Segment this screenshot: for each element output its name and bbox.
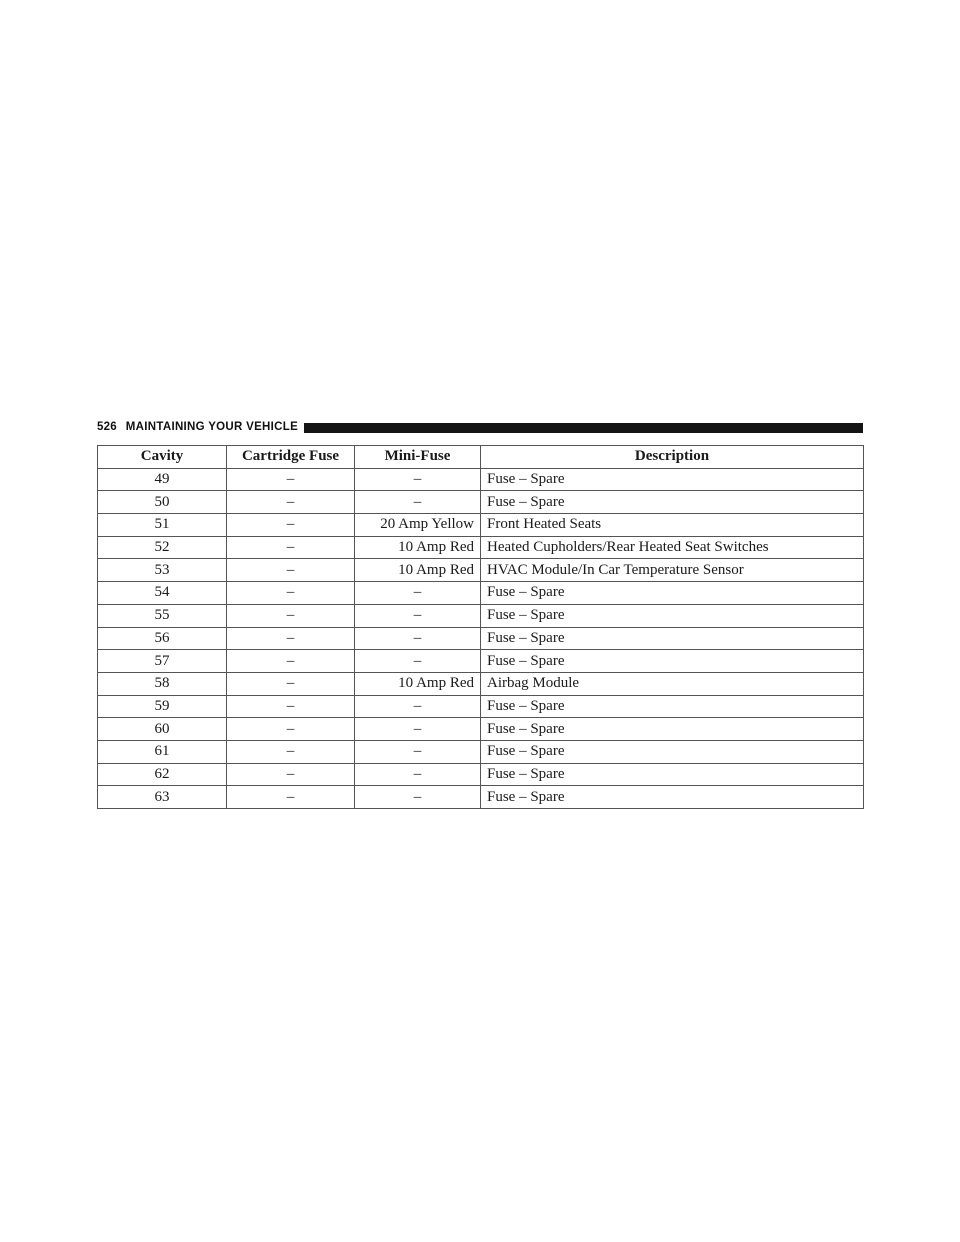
cell-mini-fuse: –	[355, 740, 481, 763]
cell-cartridge-fuse: –	[227, 650, 355, 673]
cell-cartridge-fuse: –	[227, 786, 355, 809]
cell-cavity: 51	[98, 514, 227, 537]
cell-mini-fuse: –	[355, 786, 481, 809]
cell-mini-fuse: –	[355, 468, 481, 491]
header-description: Description	[481, 446, 864, 469]
header-cavity: Cavity	[98, 446, 227, 469]
cell-description: Airbag Module	[481, 672, 864, 695]
table-body	[98, 468, 864, 808]
table-row	[98, 672, 864, 695]
cell-cavity: 55	[98, 604, 227, 627]
section-title: MAINTAINING YOUR VEHICLE	[125, 421, 299, 433]
table-row	[98, 627, 864, 650]
cell-cartridge-fuse: –	[227, 536, 355, 559]
cell-description: Fuse – Spare	[481, 491, 864, 514]
cell-description: Fuse – Spare	[481, 650, 864, 673]
table-row	[98, 491, 864, 514]
cell-mini-fuse: –	[355, 627, 481, 650]
table-row	[98, 536, 864, 559]
table-row	[98, 468, 864, 491]
header-rule	[304, 423, 863, 433]
cell-cavity: 62	[98, 763, 227, 786]
header-mini-fuse: Mini-Fuse	[355, 446, 481, 469]
cell-description: Fuse – Spare	[481, 695, 864, 718]
cell-mini-fuse: –	[355, 582, 481, 605]
cell-description: Fuse – Spare	[481, 763, 864, 786]
cell-cartridge-fuse: –	[227, 559, 355, 582]
cell-mini-fuse: –	[355, 695, 481, 718]
cell-cavity: 56	[98, 627, 227, 650]
table-row	[98, 786, 864, 809]
cell-cavity: 63	[98, 786, 227, 809]
cell-mini-fuse: 20 Amp Yellow	[355, 514, 481, 537]
table-row	[98, 718, 864, 741]
cell-cavity: 54	[98, 582, 227, 605]
cell-cartridge-fuse: –	[227, 468, 355, 491]
cell-cavity: 49	[98, 468, 227, 491]
table-header-row	[98, 446, 864, 469]
cell-cavity: 60	[98, 718, 227, 741]
cell-mini-fuse: –	[355, 491, 481, 514]
cell-cavity: 50	[98, 491, 227, 514]
page-header	[97, 418, 863, 436]
cell-mini-fuse: 10 Amp Red	[355, 559, 481, 582]
cell-description: Fuse – Spare	[481, 627, 864, 650]
cell-cartridge-fuse: –	[227, 627, 355, 650]
cell-mini-fuse: –	[355, 650, 481, 673]
cell-cavity: 58	[98, 672, 227, 695]
cell-cartridge-fuse: –	[227, 763, 355, 786]
cell-cavity: 59	[98, 695, 227, 718]
cell-mini-fuse: 10 Amp Red	[355, 536, 481, 559]
page-number: 526	[97, 421, 117, 433]
cell-cavity: 57	[98, 650, 227, 673]
cell-cartridge-fuse: –	[227, 604, 355, 627]
cell-cartridge-fuse: –	[227, 514, 355, 537]
cell-description: Fuse – Spare	[481, 468, 864, 491]
cell-description: Fuse – Spare	[481, 740, 864, 763]
table-row	[98, 604, 864, 627]
cell-cavity: 61	[98, 740, 227, 763]
cell-mini-fuse: –	[355, 763, 481, 786]
cell-cartridge-fuse: –	[227, 695, 355, 718]
cell-mini-fuse: –	[355, 604, 481, 627]
table-row	[98, 695, 864, 718]
table-row	[98, 559, 864, 582]
cell-description: Fuse – Spare	[481, 786, 864, 809]
cell-cartridge-fuse: –	[227, 672, 355, 695]
table-row	[98, 740, 864, 763]
cell-description: Fuse – Spare	[481, 718, 864, 741]
table-row	[98, 763, 864, 786]
cell-cavity: 53	[98, 559, 227, 582]
header-cartridge-fuse: Cartridge Fuse	[227, 446, 355, 469]
fuse-table	[97, 445, 864, 809]
cell-cartridge-fuse: –	[227, 582, 355, 605]
table-row	[98, 514, 864, 537]
cell-description: Fuse – Spare	[481, 604, 864, 627]
cell-cartridge-fuse: –	[227, 718, 355, 741]
cell-cavity: 52	[98, 536, 227, 559]
cell-cartridge-fuse: –	[227, 491, 355, 514]
cell-description: Fuse – Spare	[481, 582, 864, 605]
cell-mini-fuse: 10 Amp Red	[355, 672, 481, 695]
cell-description: Heated Cupholders/Rear Heated Seat Switches	[481, 536, 864, 559]
cell-mini-fuse: –	[355, 718, 481, 741]
table-row	[98, 650, 864, 673]
cell-description: HVAC Module/In Car Temperature Sensor	[481, 559, 864, 582]
cell-description: Front Heated Seats	[481, 514, 864, 537]
table-row	[98, 582, 864, 605]
cell-cartridge-fuse: –	[227, 740, 355, 763]
